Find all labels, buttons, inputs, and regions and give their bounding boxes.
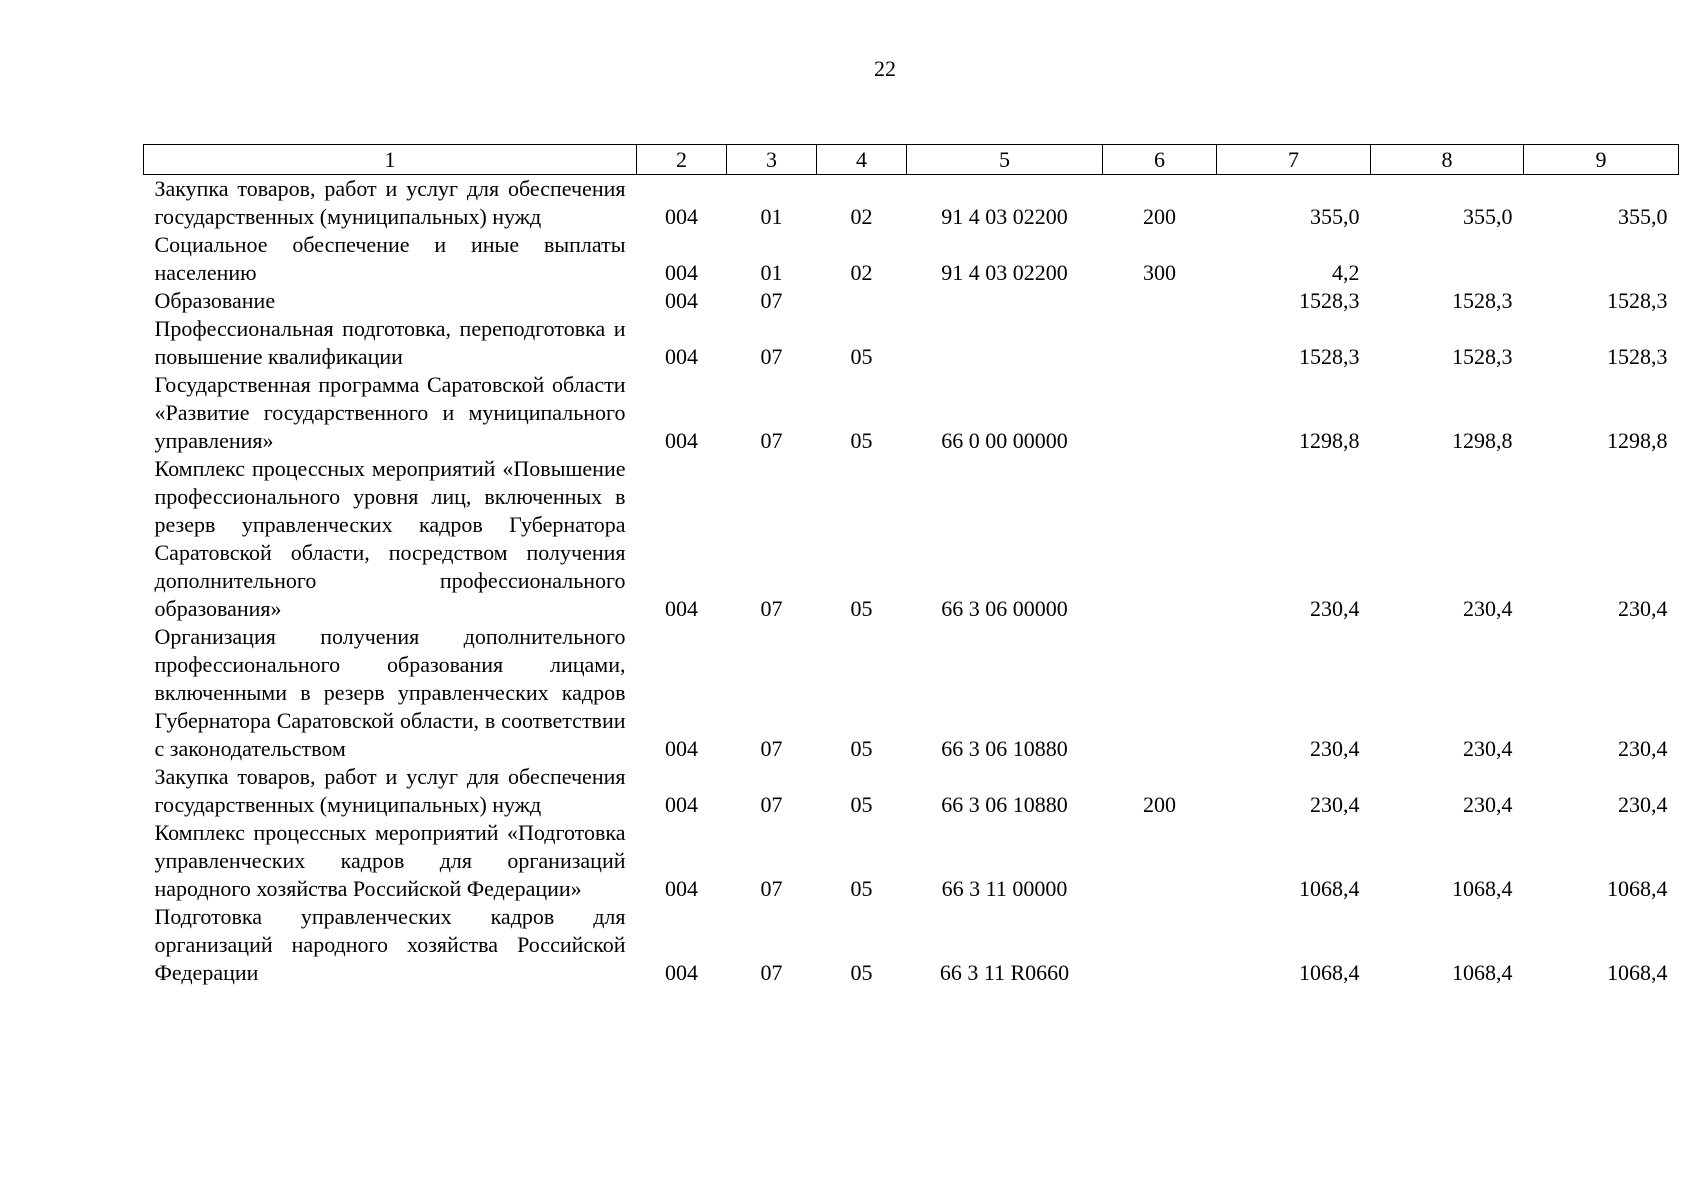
section-code: 07 xyxy=(760,428,783,453)
ministry-code: 004 xyxy=(665,428,698,453)
expense-type-code xyxy=(1103,903,1217,987)
row-name: Организация получения дополнительного профессионального образования лицами, включенными в резерв управленческих кадров Губернатора Саратовской области, в соответствии с законодательством xyxy=(154,624,626,761)
target-article-code: 66 3 06 00000 xyxy=(941,596,1068,621)
amount-col-7: 230,4 xyxy=(1310,736,1360,761)
section-code: 07 xyxy=(760,876,783,901)
row-name: Закупка товаров, работ и услуг для обеспечения государственных (муниципальных) нужд xyxy=(154,764,626,817)
amount-col-7: 230,4 xyxy=(1310,596,1360,621)
subsection-code: 05 xyxy=(850,344,873,369)
target-article-code xyxy=(907,287,1103,315)
amount-col-8: 1528,3 xyxy=(1452,344,1513,369)
table-row xyxy=(144,287,1679,315)
subsection-code: 05 xyxy=(850,596,873,621)
table-row xyxy=(144,175,1679,232)
amount-col-8: 1068,4 xyxy=(1452,876,1513,901)
column-header: 6 xyxy=(1103,145,1217,175)
subsection-code: 05 xyxy=(850,876,873,901)
target-article-code: 66 3 06 10880 xyxy=(941,792,1068,817)
target-article-code: 66 3 11 R0660 xyxy=(939,960,1070,985)
amount-col-8: 230,4 xyxy=(1463,792,1513,817)
section-code: 07 xyxy=(760,344,783,369)
section-code: 07 xyxy=(760,792,783,817)
amount-col-8: 355,0 xyxy=(1463,204,1513,229)
section-code: 07 xyxy=(760,960,783,985)
target-article-code: 66 0 00 00000 xyxy=(941,428,1068,453)
ministry-code: 004 xyxy=(665,876,698,901)
budget-table xyxy=(143,144,1679,987)
subsection-code xyxy=(817,287,907,315)
column-header: 1 xyxy=(144,145,637,175)
row-name: Государственная программа Саратовской области «Развитие государственного и муниципального управления» xyxy=(154,372,626,453)
amount-col-9: 230,4 xyxy=(1618,596,1668,621)
column-header: 4 xyxy=(817,145,907,175)
amount-col-7: 1068,4 xyxy=(1299,960,1360,985)
amount-col-8: 230,4 xyxy=(1463,596,1513,621)
row-name: Закупка товаров, работ и услуг для обеспечения государственных (муниципальных) нужд xyxy=(154,176,626,229)
row-name: Социальное обеспечение и иные выплаты населению xyxy=(154,232,626,285)
amount-col-8 xyxy=(1371,231,1524,287)
target-article-code xyxy=(907,315,1103,371)
amount-col-9: 1068,4 xyxy=(1607,960,1668,985)
table-row xyxy=(144,763,1679,819)
column-header: 5 xyxy=(907,145,1103,175)
amount-col-9: 1528,3 xyxy=(1607,288,1668,313)
expense-type-code: 200 xyxy=(1143,792,1176,817)
target-article-code: 91 4 03 02200 xyxy=(941,204,1068,229)
subsection-code: 05 xyxy=(850,736,873,761)
expense-type-code xyxy=(1103,371,1217,455)
ministry-code: 004 xyxy=(665,344,698,369)
table-row xyxy=(144,371,1679,455)
column-header: 7 xyxy=(1217,145,1371,175)
column-header: 2 xyxy=(637,145,727,175)
expense-type-code: 300 xyxy=(1143,260,1176,285)
section-code: 07 xyxy=(760,596,783,621)
subsection-code: 05 xyxy=(850,960,873,985)
ministry-code: 004 xyxy=(665,288,698,313)
section-code: 07 xyxy=(760,736,783,761)
amount-col-7: 4,2 xyxy=(1332,260,1360,285)
target-article-code: 91 4 03 02200 xyxy=(941,260,1068,285)
expense-type-code xyxy=(1103,819,1217,903)
expense-type-code xyxy=(1103,623,1217,763)
expense-type-code xyxy=(1103,287,1217,315)
amount-col-9: 1298,8 xyxy=(1607,428,1668,453)
amount-col-8: 1068,4 xyxy=(1452,960,1513,985)
row-name: Комплекс процессных мероприятий «Подготовка управленческих кадров для организаций народного хозяйства Российской Федерации» xyxy=(154,820,626,901)
header-row xyxy=(144,145,1679,175)
ministry-code: 004 xyxy=(665,260,698,285)
amount-col-7: 1528,3 xyxy=(1299,288,1360,313)
subsection-code: 05 xyxy=(850,792,873,817)
ministry-code: 004 xyxy=(665,204,698,229)
ministry-code: 004 xyxy=(665,736,698,761)
table-row xyxy=(144,455,1679,623)
subsection-code: 02 xyxy=(850,260,873,285)
amount-col-8: 1528,3 xyxy=(1452,288,1513,313)
row-name: Комплекс процессных мероприятий «Повышение профессионального уровня лиц, включенных в резерв управленческих кадров Губернатора Саратовской области, посредством получения дополнительного профессионального образования» xyxy=(154,456,626,621)
page-number: 22 xyxy=(874,56,896,81)
ministry-code: 004 xyxy=(665,596,698,621)
table-row xyxy=(144,231,1679,287)
table-row xyxy=(144,819,1679,903)
amount-col-7: 1068,4 xyxy=(1299,876,1360,901)
amount-col-9: 355,0 xyxy=(1618,204,1668,229)
column-header: 8 xyxy=(1371,145,1524,175)
table-row xyxy=(144,623,1679,763)
amount-col-7: 230,4 xyxy=(1310,792,1360,817)
row-name: Профессиональная подготовка, переподготовка и повышение квалификации xyxy=(154,316,626,369)
ministry-code: 004 xyxy=(665,960,698,985)
amount-col-9: 230,4 xyxy=(1618,792,1668,817)
subsection-code: 02 xyxy=(850,204,873,229)
amount-col-7: 1298,8 xyxy=(1299,428,1360,453)
section-code: 01 xyxy=(760,204,783,229)
row-name: Подготовка управленческих кадров для организаций народного хозяйства Российской Федерации xyxy=(154,904,626,985)
column-header: 9 xyxy=(1524,145,1679,175)
target-article-code: 66 3 06 10880 xyxy=(941,736,1068,761)
amount-col-8: 230,4 xyxy=(1463,736,1513,761)
amount-col-7: 355,0 xyxy=(1310,204,1360,229)
section-code: 01 xyxy=(760,260,783,285)
amount-col-9: 1528,3 xyxy=(1607,344,1668,369)
amount-col-7: 1528,3 xyxy=(1299,344,1360,369)
ministry-code: 004 xyxy=(665,792,698,817)
table-row xyxy=(144,315,1679,371)
expense-type-code: 200 xyxy=(1143,204,1176,229)
amount-col-9: 230,4 xyxy=(1618,736,1668,761)
expense-type-code xyxy=(1103,455,1217,623)
amount-col-9: 1068,4 xyxy=(1607,876,1668,901)
row-name: Образование xyxy=(154,288,276,313)
amount-col-8: 1298,8 xyxy=(1452,428,1513,453)
column-header: 3 xyxy=(727,145,817,175)
subsection-code: 05 xyxy=(850,428,873,453)
expense-type-code xyxy=(1103,315,1217,371)
amount-col-9 xyxy=(1524,231,1679,287)
target-article-code: 66 3 11 00000 xyxy=(941,876,1068,901)
table-row xyxy=(144,903,1679,987)
section-code: 07 xyxy=(760,288,783,313)
